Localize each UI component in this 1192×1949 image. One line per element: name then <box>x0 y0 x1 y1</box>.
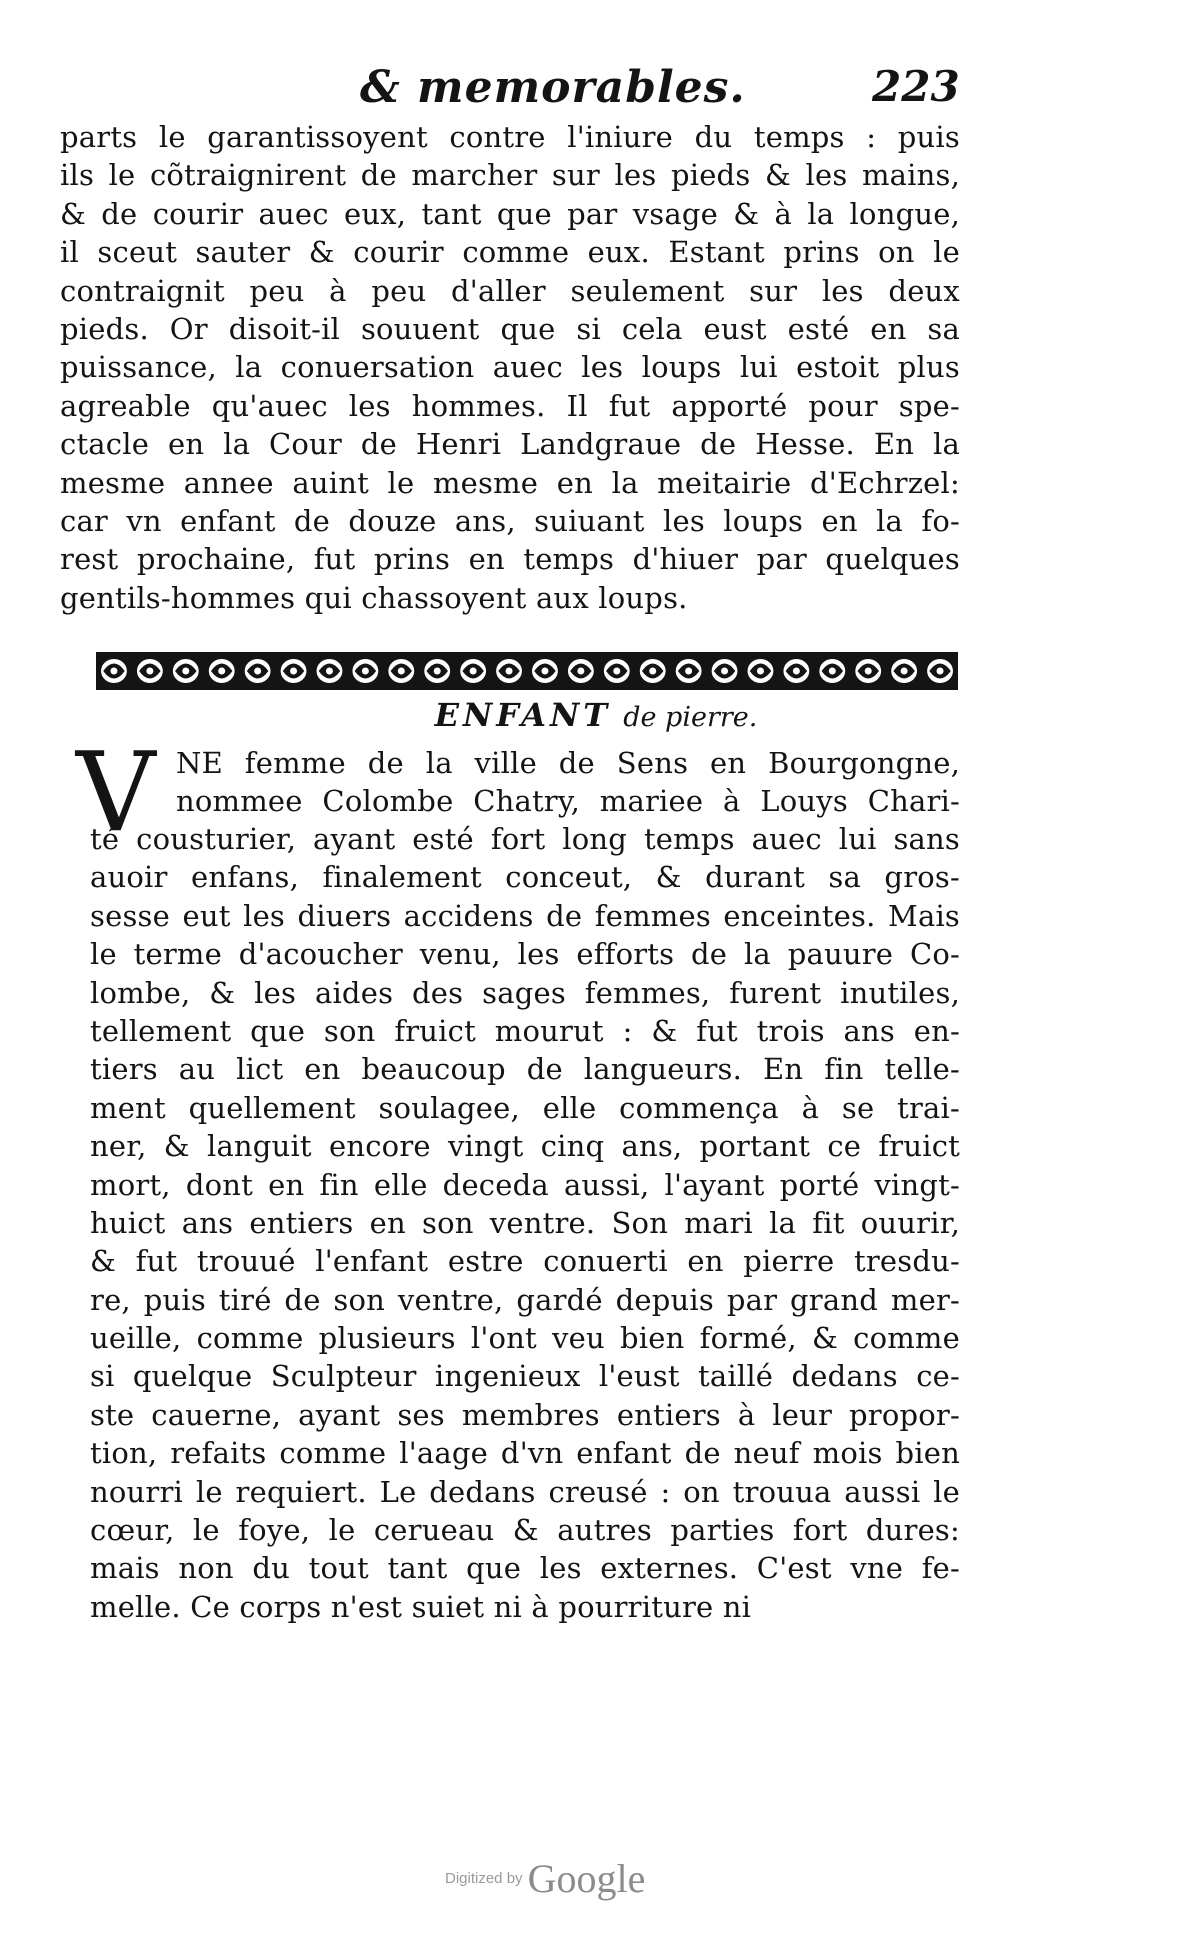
digitization-watermark <box>445 1855 645 1902</box>
text-line: auoir enfans, finalement conceut, & durant sa gros- <box>90 860 960 895</box>
paragraph-enfant-de-pierre <box>90 820 960 1626</box>
section-title-sub: de pierre. <box>623 702 758 733</box>
text-line: & de courir auec eux, tant que par vsage & à la longue, <box>60 196 960 231</box>
digitized-by-label: Digitized by <box>445 1870 523 1887</box>
text-line: parts le garantissoyent contre l'iniure du temps : puis <box>60 120 960 154</box>
text-line: pieds. Or disoit-il souuent que si cela eust esté en sa <box>60 311 960 346</box>
text-line: il sceut sauter & courir comme eux. Estant prins on le <box>60 235 960 270</box>
text-line: & fut trouué l'enfant estre conuerti en pierre tresdu- <box>90 1244 960 1279</box>
text-line: tion, refaits comme l'aage d'vn enfant de neuf mois bien <box>90 1436 960 1471</box>
text-line: ste cauerne, ayant ses membres entiers à leur propor- <box>90 1397 960 1432</box>
text-line: mais non du tout tant que les externes. C'est vne fe- <box>90 1551 960 1586</box>
text-line: huict ans entiers en son ventre. Son mari la fit ouurir, <box>90 1205 960 1240</box>
page-number: 223 <box>872 62 960 111</box>
google-logo: Google <box>527 1856 646 1901</box>
text-line: nourri le requiert. Le dedans creusé : on trouua aussi le <box>90 1474 960 1509</box>
text-line: cœur, le foye, le cerueau & autres parties fort dures: <box>90 1513 960 1548</box>
text-line: puissance, la conuersation auec les loups lui estoit plus <box>60 350 960 385</box>
section-title <box>0 696 1192 734</box>
decorative-ornament-band <box>96 648 958 694</box>
text-line: sesse eut les diuers accidens de femmes enceintes. Mais <box>90 898 960 933</box>
text-line: re, puis tiré de son ventre, gardé depuis par grand mer- <box>90 1282 960 1317</box>
text-line: mesme annee auint le mesme en la meitairie d'Echrzel: <box>60 465 960 500</box>
text-line: ueille, comme plusieurs l'ont veu bien formé, & comme <box>90 1321 960 1356</box>
text-line: té cousturier, ayant esté fort long temps auec lui sans <box>90 822 960 856</box>
text-line: tiers au lict en beaucoup de langueurs. En fin telle- <box>90 1052 960 1087</box>
text-line: car vn enfant de douze ans, suiuant les loups en la fo- <box>60 503 960 538</box>
text-line: ment quellement soulagee, elle commença à se trai- <box>90 1090 960 1125</box>
text-line: gentils-hommes qui chassoyent aux loups. <box>60 580 688 615</box>
text-line: tellement que son fruict mourut : & fut trois ans en- <box>90 1013 960 1048</box>
text-line: NE femme de la ville de Sens en Bourgongne, <box>176 746 960 780</box>
paragraph-continued <box>60 118 960 617</box>
running-head: & memorables. <box>360 62 746 113</box>
text-line: si quelque Sculpteur ingenieux l'eust taillé dedans ce- <box>90 1359 960 1394</box>
text-line: lombe, & les aides des sages femmes, furent inutiles, <box>90 975 960 1010</box>
text-line: contraignit peu à peu d'aller seulement sur les deux <box>60 273 960 308</box>
text-line: mort, dont en fin elle deceda aussi, l'ayant porté vingt- <box>90 1167 960 1202</box>
text-line: rest prochaine, fut prins en temps d'hiuer par quelques <box>60 542 960 577</box>
text-line: melle. Ce corps n'est suiet ni à pourriture ni <box>90 1589 752 1624</box>
text-line: ils le cõtraignirent de marcher sur les pieds & les mains, <box>60 158 960 193</box>
section-title-main: ENFANT <box>434 696 612 734</box>
text-line: ner, & languit encore vingt cinq ans, portant ce fruict <box>90 1129 960 1164</box>
text-line: le terme d'acoucher venu, les efforts de la pauure Co- <box>90 937 960 972</box>
paragraph-opening-lines <box>176 744 960 821</box>
drop-cap-letter: V <box>76 728 156 856</box>
text-line: agreable qu'auec les hommes. Il fut apporté pour spe- <box>60 388 960 423</box>
text-line: ctacle en la Cour de Henri Landgraue de Hesse. En la <box>60 427 960 462</box>
text-line: nommee Colombe Chatry, mariee à Louys Chari- <box>176 784 960 819</box>
